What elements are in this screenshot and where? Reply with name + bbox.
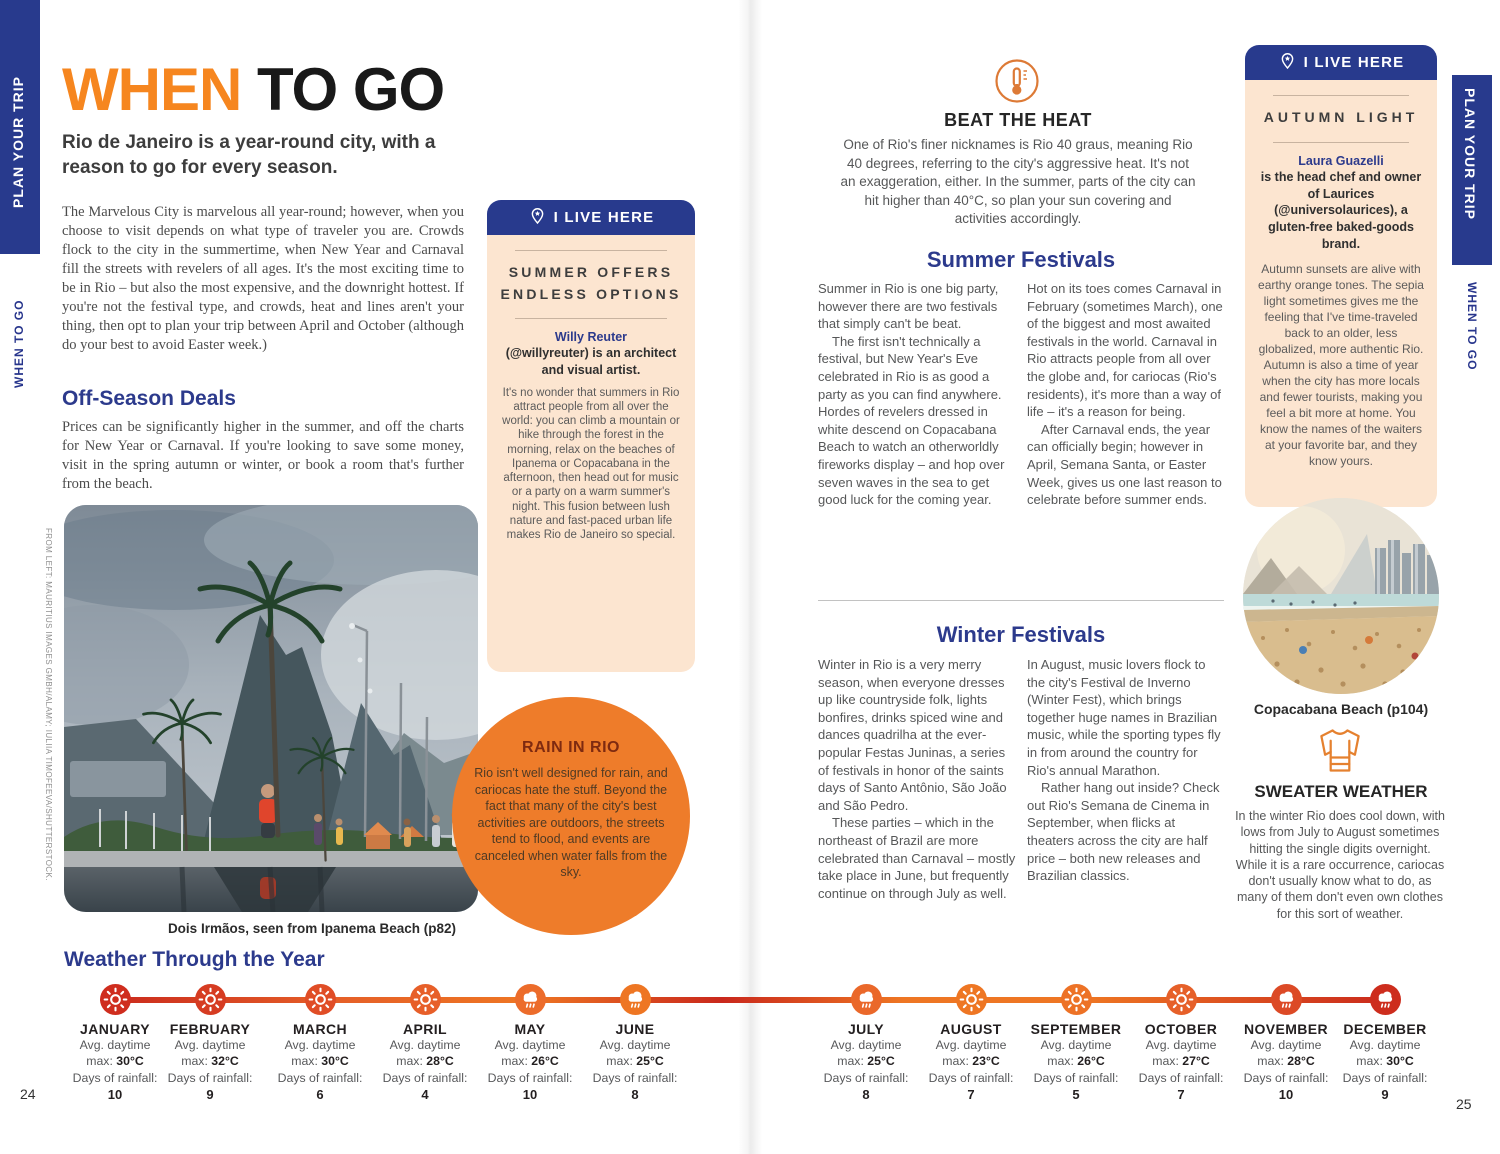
copacabana-caption: Copacabana Beach (p104) [1253, 701, 1429, 717]
rainfall-days: 6 [316, 1086, 324, 1102]
copacabana-beach-photo [1243, 498, 1439, 694]
avg-daytime-label: Avg. daytime [935, 1038, 1007, 1052]
sun-icon [956, 984, 987, 1015]
timeline-month-march [262, 984, 378, 1103]
summer-festivals-heading: Summer Festivals [926, 247, 1116, 272]
divider [515, 250, 667, 251]
timeline-month-may [472, 984, 588, 1103]
rain-cloud-icon [851, 984, 882, 1015]
rainfall-days: 10 [1278, 1086, 1294, 1102]
month-name: DECEMBER [1343, 1021, 1427, 1037]
month-name: JANUARY [80, 1021, 150, 1037]
avg-daytime-label: Avg. daytime [79, 1038, 151, 1052]
avg-daytime-label: Avg. daytime [284, 1038, 356, 1052]
rainfall-label: Days of rainfall: [823, 1070, 909, 1085]
summer-festivals-column-1 [818, 280, 1016, 509]
sun-icon [410, 984, 441, 1015]
max-temp: max: 23°C [942, 1054, 1000, 1069]
left-sidebar-tab-label: PLAN YOUR TRIP [10, 76, 26, 209]
rainfall-days: 8 [862, 1086, 870, 1102]
month-name: APRIL [403, 1021, 447, 1037]
live-here-summer-heading: SUMMER OFFERS ENDLESS OPTIONS [500, 264, 682, 302]
rainfall-label: Days of rainfall: [72, 1070, 158, 1085]
rainfall-days: 5 [1072, 1086, 1080, 1102]
month-name: MARCH [292, 1021, 348, 1037]
avg-daytime-label: Avg. daytime [1040, 1038, 1112, 1052]
rainfall-days: 10 [107, 1086, 123, 1102]
paragraph: Summer in Rio is one big party, however there are two festivals that simply can't be beat. [818, 281, 999, 332]
rainfall-days: 7 [1177, 1086, 1185, 1102]
divider [1273, 142, 1409, 143]
live-here-autumn-role: is the head chef and owner of Laurices (@universolaurices), a gluten-free baked-goods brand. [1260, 169, 1422, 252]
live-here-summer-role: (@willyreuter) is an architect and visual artist. [505, 346, 677, 377]
page-number-right: 25 [1456, 1096, 1472, 1112]
left-sidebar-section-label: WHEN TO GO [12, 299, 26, 388]
sun-icon [100, 984, 131, 1015]
page-subtitle: Rio de Janeiro is a year-round city, with a reason to go for every season. [62, 132, 436, 179]
off-season-deals-heading: Off-Season Deals [62, 387, 236, 410]
right-sidebar-tab-label: PLAN YOUR TRIP [1462, 88, 1478, 220]
page-number-left: 24 [20, 1086, 36, 1102]
max-temp: max: 25°C [606, 1054, 664, 1069]
timeline-month-december [1327, 984, 1443, 1103]
rainfall-label: Days of rainfall: [382, 1070, 468, 1085]
dois-irmaos-photo-illustration [64, 505, 478, 912]
month-name: JUNE [615, 1021, 655, 1037]
rainfall-label: Days of rainfall: [928, 1070, 1014, 1085]
sun-icon [1166, 984, 1197, 1015]
month-name: JULY [847, 1021, 885, 1037]
paragraph: In August, music lovers flock to the city's Festival de Inverno (Winter Fest), which brings together huge names in Brazilian music, while the sporting types fly in from around the country for Rio's annual Marathon. [1027, 657, 1221, 778]
avg-daytime-label: Avg. daytime [174, 1038, 246, 1052]
rainfall-label: Days of rainfall: [1243, 1070, 1329, 1085]
max-temp: max: 30°C [86, 1054, 144, 1069]
timeline-month-august [913, 984, 1029, 1103]
pin-star-icon [1278, 51, 1297, 74]
summer-festivals-column-2 [1027, 280, 1225, 509]
sweater-icon [1310, 724, 1370, 778]
divider [1273, 95, 1409, 96]
i-live-here-body [487, 235, 695, 672]
max-temp: max: 32°C [181, 1054, 239, 1069]
rainfall-label: Days of rainfall: [1342, 1070, 1428, 1085]
rainfall-label: Days of rainfall: [1033, 1070, 1119, 1085]
max-temp: max: 27°C [1152, 1054, 1210, 1069]
avg-daytime-label: Avg. daytime [1349, 1038, 1421, 1052]
rain-cloud-icon [620, 984, 651, 1015]
intro-paragraph: The Marvelous City is marvelous all year-round; however, when you choose to visit depends on what type of traveler you are. Crowds flock to the city in the summertime, when New Year and Carnaval fill the streets with revelers of all ages. It's the most exciting time to be in Rio – but also the most expensive, and the downright hottest. If you're not the festival type, and crowds, heat and lines aren't your thing, then opt to plan your trip between April and October (although do your best to avoid Easter week.) [62, 204, 464, 353]
paragraph: Winter in Rio is a very merry season, when everyone dresses up like countryside folk, lights bonfires, drinks spiced wine and dances quadrilha at the ever-popular Festas Juninas, a series of festivals in honor of the saints days of Santo Antônio, São João and São Pedro. [818, 657, 1007, 813]
winter-festivals-column-1 [818, 656, 1016, 902]
i-live-here-box-autumn [1245, 45, 1437, 507]
max-temp: max: 28°C [396, 1054, 454, 1069]
winter-festivals-column-2 [1027, 656, 1225, 885]
off-season-deals-paragraph: Prices can be significantly higher in the summer, and off the charts for New Year or Carnaval. If you're looking to save some money, visit in the spring autumn or winter, or book a room that's further from the beach. [62, 419, 464, 492]
rainfall-days: 9 [206, 1086, 214, 1102]
avg-daytime-label: Avg. daytime [1250, 1038, 1322, 1052]
paragraph: These parties – which in the northeast of Brazil are more celebrated than Carnaval – mostly take place in June, but frequently continue on through July as well. [818, 815, 1016, 901]
max-temp: max: 30°C [291, 1054, 349, 1069]
max-temp: max: 28°C [1257, 1054, 1315, 1069]
rainfall-label: Days of rainfall: [1138, 1070, 1224, 1085]
i-live-here-label: I LIVE HERE [553, 209, 655, 226]
rain-cloud-icon [515, 984, 546, 1015]
month-name: NOVEMBER [1243, 1021, 1329, 1037]
right-sidebar-section-label: WHEN TO GO [1465, 282, 1479, 371]
max-temp: max: 26°C [501, 1054, 559, 1069]
timeline-month-july [808, 984, 924, 1103]
photo-credit: FROM LEFT: MAURITIUS IMAGES GMBH/ALAMY; IULIIA TIMOFEEVA/SHUTTERSTOCK. [44, 528, 53, 881]
rainfall-days: 8 [631, 1086, 639, 1102]
live-here-summer-text: It's no wonder that summers in Rio attract people from all over the world: you can climb a mountain or hike through the forest in the morning, relax on the beaches of Ipanema or Copacabana in the afternoon, then head out for music or a party on a warm summer's night. This fusion between lush nature and fast-paced urban life makes Rio de Janeiro so special. [502, 386, 680, 541]
sun-icon [195, 984, 226, 1015]
timeline-month-june [577, 984, 693, 1103]
rain-in-rio-heading: RAIN IN RIO [522, 739, 620, 756]
sun-icon [305, 984, 336, 1015]
max-temp: max: 25°C [837, 1054, 895, 1069]
sun-icon [1061, 984, 1092, 1015]
i-live-here-header [1245, 45, 1437, 80]
rain-cloud-icon [1370, 984, 1401, 1015]
rainfall-label: Days of rainfall: [277, 1070, 363, 1085]
rainfall-days: 9 [1381, 1086, 1389, 1102]
rainfall-days: 7 [967, 1086, 975, 1102]
month-name: SEPTEMBER [1030, 1021, 1122, 1037]
month-name: FEBRUARY [169, 1021, 251, 1037]
beat-the-heat-heading: BEAT THE HEAT [944, 110, 1092, 130]
rain-in-rio-text: Rio isn't well designed for rain, and cariocas hate the stuff. Beyond the fact that many of the city's best activities are outdoors, the streets tend to flood, and events are canceled when water falls from the sky. [474, 766, 668, 879]
page-title [62, 56, 445, 123]
dois-irmaos-photo [64, 505, 478, 912]
i-live-here-label: I LIVE HERE [1303, 54, 1405, 71]
paragraph: Hot on its toes comes Carnaval in February (sometimes March), one of the biggest and most awaited festivals in the world. Carnaval in Rio attracts people from all over the globe and, for cariocas (Rio's residents), it's more than a way of life – it's a reason for being. [1027, 281, 1223, 420]
avg-daytime-label: Avg. daytime [389, 1038, 461, 1052]
live-here-autumn-name: Laura Guazelli [1298, 153, 1384, 168]
i-live-here-header [487, 200, 695, 235]
i-live-here-box-summer [487, 200, 695, 672]
live-here-summer-name: Willy Reuter [554, 330, 628, 345]
timeline-month-september [1018, 984, 1134, 1103]
rainfall-days: 4 [421, 1086, 429, 1102]
photo-caption: Dois Irmãos, seen from Ipanema Beach (p82) [167, 921, 457, 936]
paragraph: After Carnaval ends, the year can officially begin; however in April, Semana Santa, or Easter Week, gives us one last reason to celebrate before summer ends. [1027, 421, 1222, 508]
timeline-month-april [367, 984, 483, 1103]
copacabana-photo-illustration [1243, 498, 1439, 694]
live-here-autumn-heading: AUTUMN LIGHT [1263, 109, 1419, 125]
paragraph: Rather hang out inside? Check out Rio's Semana de Cinema in September, when flicks at theaters across the city are half price – both new releases and Brazilian classics. [1027, 780, 1220, 884]
live-here-autumn-text: Autumn sunsets are alive with earthy orange tones. The sepia light sometimes gives me the feeling that I've time-traveled back to an older, less globalized, more authentic Rio. Autumn is also a time of year when the city has more locals and fewer tourists, making you feel a bit more at home. You know the names of the waiters at your favorite bar, and they know yours. [1258, 262, 1424, 469]
avg-daytime-label: Avg. daytime [599, 1038, 671, 1052]
timeline-month-october [1123, 984, 1239, 1103]
rain-in-rio-callout [452, 697, 690, 935]
page-title-accent: WHEN [62, 56, 242, 123]
sweater-weather-heading: SWEATER WEATHER [1254, 782, 1428, 801]
winter-festivals-heading: Winter Festivals [936, 622, 1106, 647]
paragraph: The first isn't technically a festival, but New Year's Eve celebrated in Rio is as good a party as you can find anywhere. Hordes of revelers dressed in white descend on Copacabana Beach to watch an otherworldly fireworks display – and hop over seven waves in the sea to get good luck for the coming year. [818, 333, 1005, 508]
rainfall-days: 10 [522, 1086, 538, 1102]
rainfall-label: Days of rainfall: [592, 1070, 678, 1085]
month-name: AUGUST [940, 1021, 1002, 1037]
rainfall-label: Days of rainfall: [167, 1070, 253, 1085]
page-title-rest: TO GO [241, 56, 445, 123]
rainfall-label: Days of rainfall: [487, 1070, 573, 1085]
month-name: MAY [514, 1021, 546, 1037]
section-divider [818, 600, 1224, 601]
avg-daytime-label: Avg. daytime [830, 1038, 902, 1052]
page-gutter-shadow [738, 0, 762, 1154]
beat-the-heat-text: One of Rio's finer nicknames is Rio 40 graus, meaning Rio 40 degrees, referring to the city's aggressive heat. It's not an exaggeration, either. In the summer, parts of the city can hit higher than 40°C, so plan your sun covering and activities accordingly. [840, 137, 1196, 226]
i-live-here-body [1245, 80, 1437, 507]
avg-daytime-label: Avg. daytime [1145, 1038, 1217, 1052]
month-name: OCTOBER [1144, 1021, 1218, 1037]
max-temp: max: 30°C [1356, 1054, 1414, 1069]
thermometer-icon [993, 57, 1041, 105]
timeline-month-february [152, 984, 268, 1103]
rain-cloud-icon [1271, 984, 1302, 1015]
weather-through-year-heading: Weather Through the Year [64, 948, 325, 971]
avg-daytime-label: Avg. daytime [494, 1038, 566, 1052]
max-temp: max: 26°C [1047, 1054, 1105, 1069]
pin-star-icon [528, 206, 547, 229]
divider [515, 318, 667, 319]
sweater-weather-text: In the winter Rio does cool down, with lows from July to August sometimes hitting the single digits overnight. While it is a rare occurrence, cariocas don't usually know what to do, as many of them don't even own clothes for this sort of weather. [1235, 809, 1445, 921]
